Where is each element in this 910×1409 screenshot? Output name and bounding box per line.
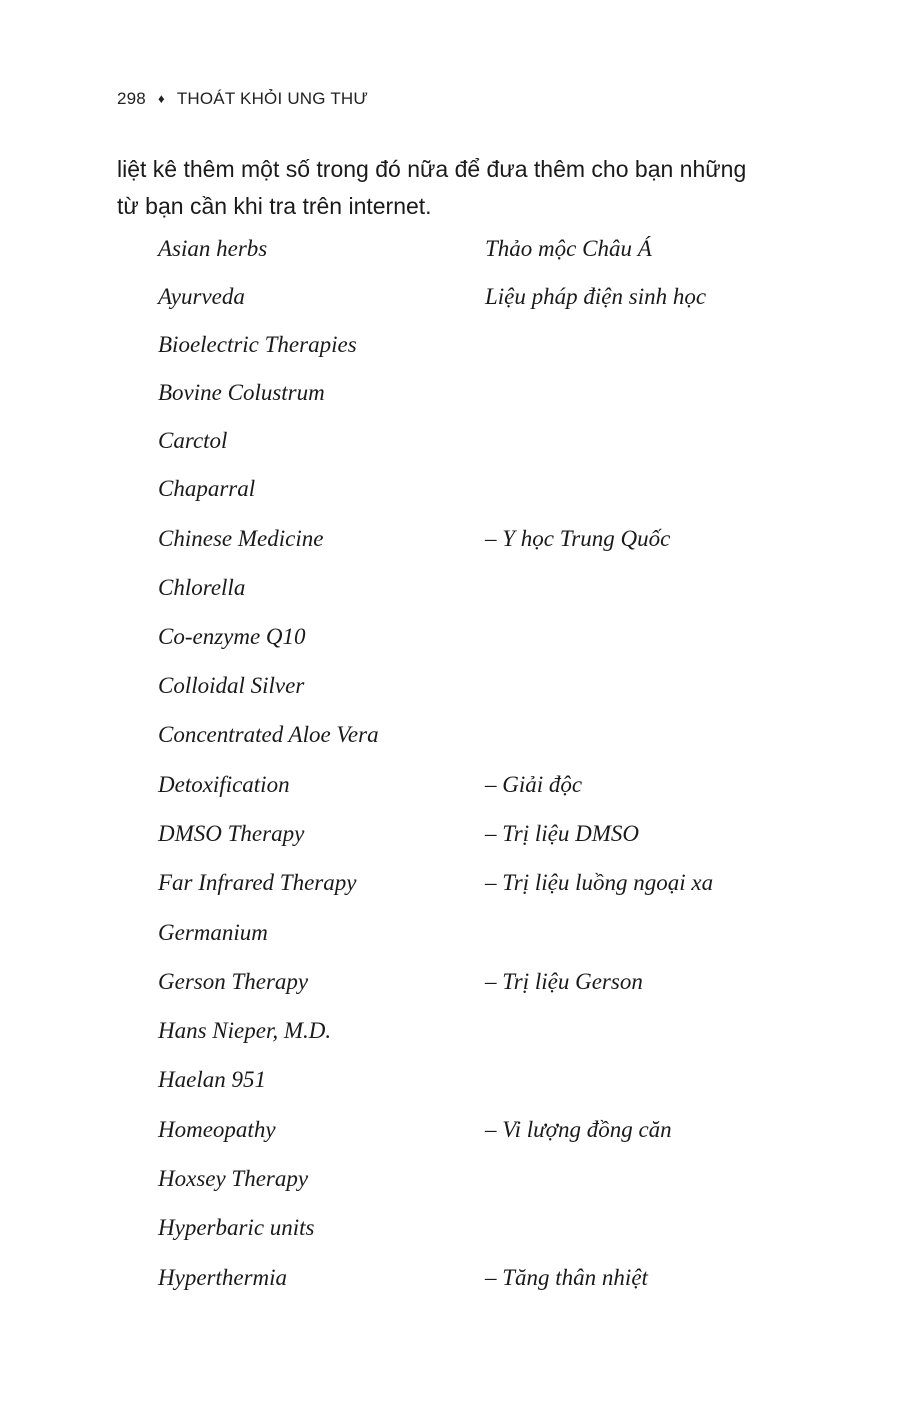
term-english: DMSO Therapy (158, 821, 305, 846)
term-row (158, 1117, 838, 1153)
term-row (158, 1215, 838, 1251)
term-english: Gerson Therapy (158, 969, 309, 994)
term-english: Hyperbaric units (158, 1215, 315, 1240)
term-vietnamese: – Vi lượng đồng căn (485, 1117, 672, 1142)
term-english: Haelan 951 (158, 1067, 266, 1092)
term-vietnamese: Thảo mộc Châu Á (485, 236, 652, 261)
term-english: Far Infrared Therapy (158, 870, 357, 895)
term-english: Chinese Medicine (158, 526, 324, 551)
term-row (158, 821, 838, 857)
term-row (158, 476, 838, 512)
term-row (158, 1166, 838, 1202)
term-vietnamese: Liệu pháp điện sinh học (485, 284, 707, 309)
term-english: Chaparral (158, 476, 256, 501)
intro-paragraph (117, 151, 807, 225)
intro-line: từ bạn cần khi tra trên internet. (117, 193, 432, 219)
diamond-separator-icon: ♦ (157, 90, 165, 106)
term-row (158, 772, 838, 808)
term-row (158, 332, 838, 368)
term-vietnamese: – Trị liệu DMSO (485, 821, 639, 846)
term-row (158, 673, 838, 709)
term-english: Hyperthermia (158, 1265, 288, 1290)
term-row (158, 284, 838, 320)
term-row (158, 1067, 838, 1103)
term-english: Co-enzyme Q10 (158, 624, 306, 649)
book-title: THOÁT KHỎI UNG THƯ (176, 89, 369, 108)
term-row (158, 722, 838, 758)
term-row (158, 526, 838, 562)
term-english: Colloidal Silver (158, 673, 305, 698)
term-row (158, 624, 838, 660)
term-english: Ayurveda (158, 284, 245, 309)
term-row (158, 1265, 838, 1301)
term-vietnamese: – Giải độc (485, 772, 583, 797)
term-row (158, 428, 838, 464)
term-row (158, 1018, 838, 1054)
term-english: Germanium (158, 920, 268, 945)
term-english: Detoxification (158, 772, 290, 797)
term-row (158, 380, 838, 416)
term-english: Bovine Colustrum (158, 380, 325, 405)
term-vietnamese: – Tăng thân nhiệt (485, 1265, 648, 1290)
term-vietnamese: – Trị liệu Gerson (485, 969, 643, 994)
term-english: Carctol (158, 428, 228, 453)
term-english: Concentrated Aloe Vera (158, 722, 379, 747)
term-row (158, 870, 838, 906)
intro-line: liệt kê thêm một số trong đó nữa để đưa thêm cho bạn những (117, 156, 747, 182)
term-english: Hans Nieper, M.D. (158, 1018, 332, 1043)
term-vietnamese: – Y học Trung Quốc (485, 526, 671, 551)
running-header (117, 89, 368, 109)
term-row (158, 920, 838, 956)
term-row (158, 575, 838, 611)
term-english: Bioelectric Therapies (158, 332, 357, 357)
term-english: Asian herbs (158, 236, 268, 261)
term-row (158, 969, 838, 1005)
term-english: Hoxsey Therapy (158, 1166, 309, 1191)
term-english: Homeopathy (158, 1117, 276, 1142)
term-vietnamese: – Trị liệu luồng ngoại xa (485, 870, 714, 895)
term-row (158, 236, 838, 272)
term-english: Chlorella (158, 575, 246, 600)
page-number: 298 (117, 89, 146, 108)
